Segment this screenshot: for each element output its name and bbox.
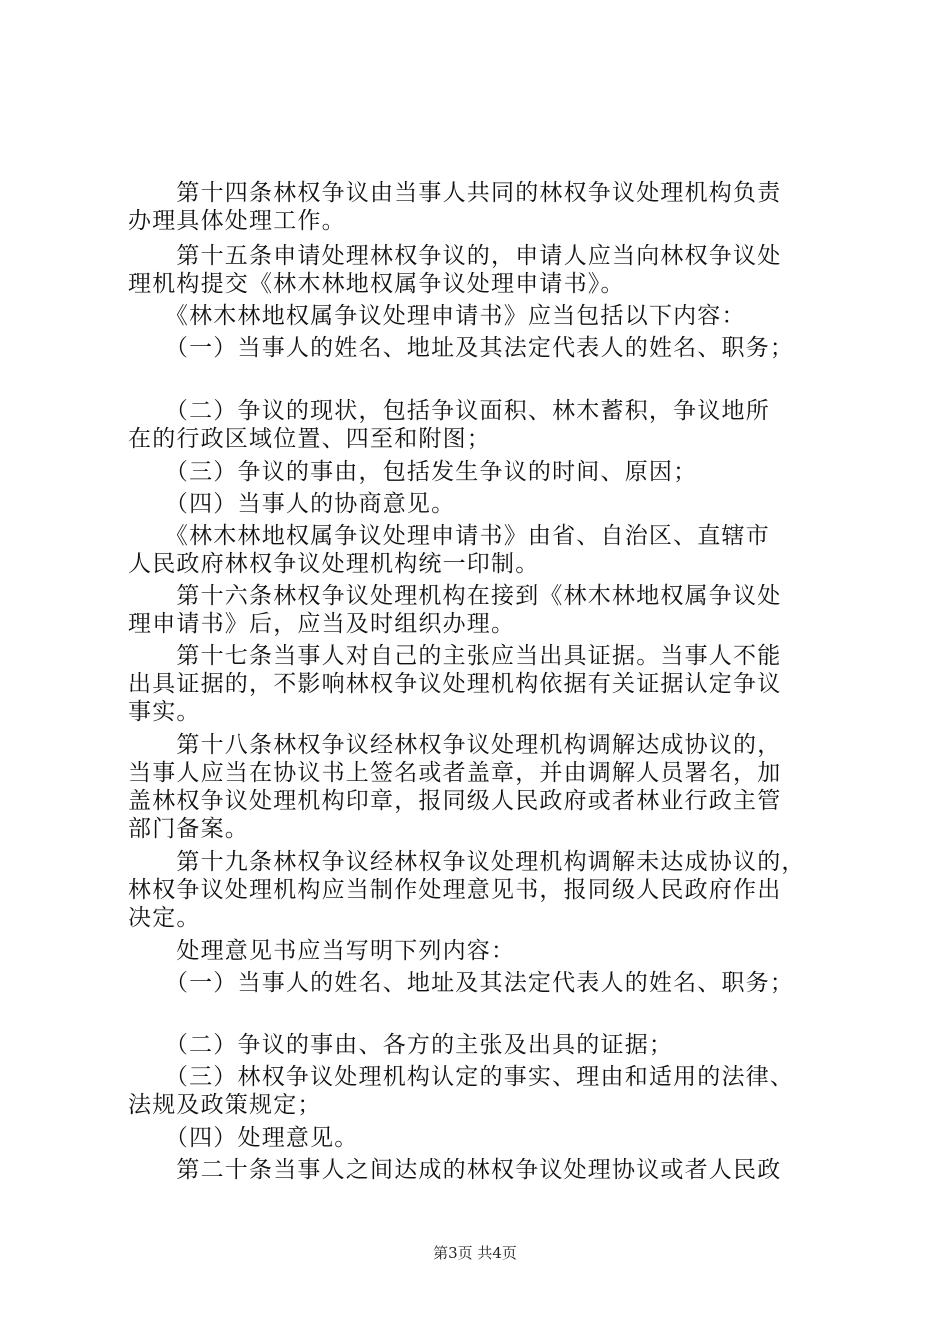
text-line: 盖林权争议处理机构印章，报同级人民政府或者林业行政主管 (128, 788, 782, 814)
text-line: 第十四条林权争议由当事人共同的林权争议处理机构负责 (128, 180, 782, 206)
text-line: 第十八条林权争议经林权争议处理机构调解达成协议的， (128, 732, 782, 758)
text-line: （四）当事人的协商意见。 (128, 491, 456, 517)
text-line: （二）争议的事由、各方的主张及出具的证据； (128, 1032, 674, 1058)
text-line: （三）林权争议处理机构认定的事实、理由和适用的法律、 (128, 1064, 795, 1090)
text-line: 《林木林地权属争议处理申请书》应当包括以下内容： (128, 303, 746, 329)
page-number-footer: 第3页 共4页 (433, 1244, 517, 1262)
text-line: 第十九条林权争议经林权争议处理机构调解未达成协议的， (128, 849, 806, 875)
text-line: 第十七条当事人对自己的主张应当出具证据。当事人不能 (128, 643, 782, 669)
text-line: 出具证据的，不影响林权争议处理机构依据有关证据认定争议 (128, 671, 782, 697)
text-line: 第二十条当事人之间达成的林权争议处理协议或者人民政 (128, 1157, 782, 1183)
text-line: 当事人应当在协议书上签名或者盖章，并由调解人员署名，加 (128, 760, 782, 786)
text-line: 理申请书》后，应当及时组织办理。 (128, 611, 516, 637)
text-line: 在的行政区域位置、四至和附图； (128, 426, 491, 452)
text-line: 人民政府林权争议处理机构统一印制。 (128, 551, 540, 577)
text-line: （三）争议的事由，包括发生争议的时间、原因； (128, 459, 698, 485)
text-line: 《林木林地权属争议处理申请书》由省、自治区、直辖市 (128, 523, 770, 549)
text-line: 决定。 (128, 905, 201, 931)
text-line: （二）争议的现状，包括争议面积、林木蓄积，争议地所 (128, 398, 770, 424)
text-line: 处理意见书应当写明下列内容： (128, 938, 516, 964)
text-line: 办理具体处理工作。 (128, 208, 346, 234)
text-line: 林权争议处理机构应当制作处理意见书，报同级人民政府作出 (128, 877, 782, 903)
text-line: 事实。 (128, 699, 201, 725)
text-line: （一）当事人的姓名、地址及其法定代表人的姓名、职务； (128, 970, 795, 996)
text-line: （一）当事人的姓名、地址及其法定代表人的姓名、职务； (128, 335, 795, 361)
text-line: 第十六条林权争议处理机构在接到《林木林地权属争议处 (128, 583, 782, 609)
text-line: 理机构提交《林木林地权属争议处理申请书》。 (128, 271, 625, 297)
text-line: 法规及政策规定； (128, 1092, 322, 1118)
text-line: （四）处理意见。 (128, 1125, 359, 1151)
text-line: 部门备案。 (128, 816, 249, 842)
text-line: 第十五条申请处理林权争议的，申请人应当向林权争议处 (128, 243, 782, 269)
